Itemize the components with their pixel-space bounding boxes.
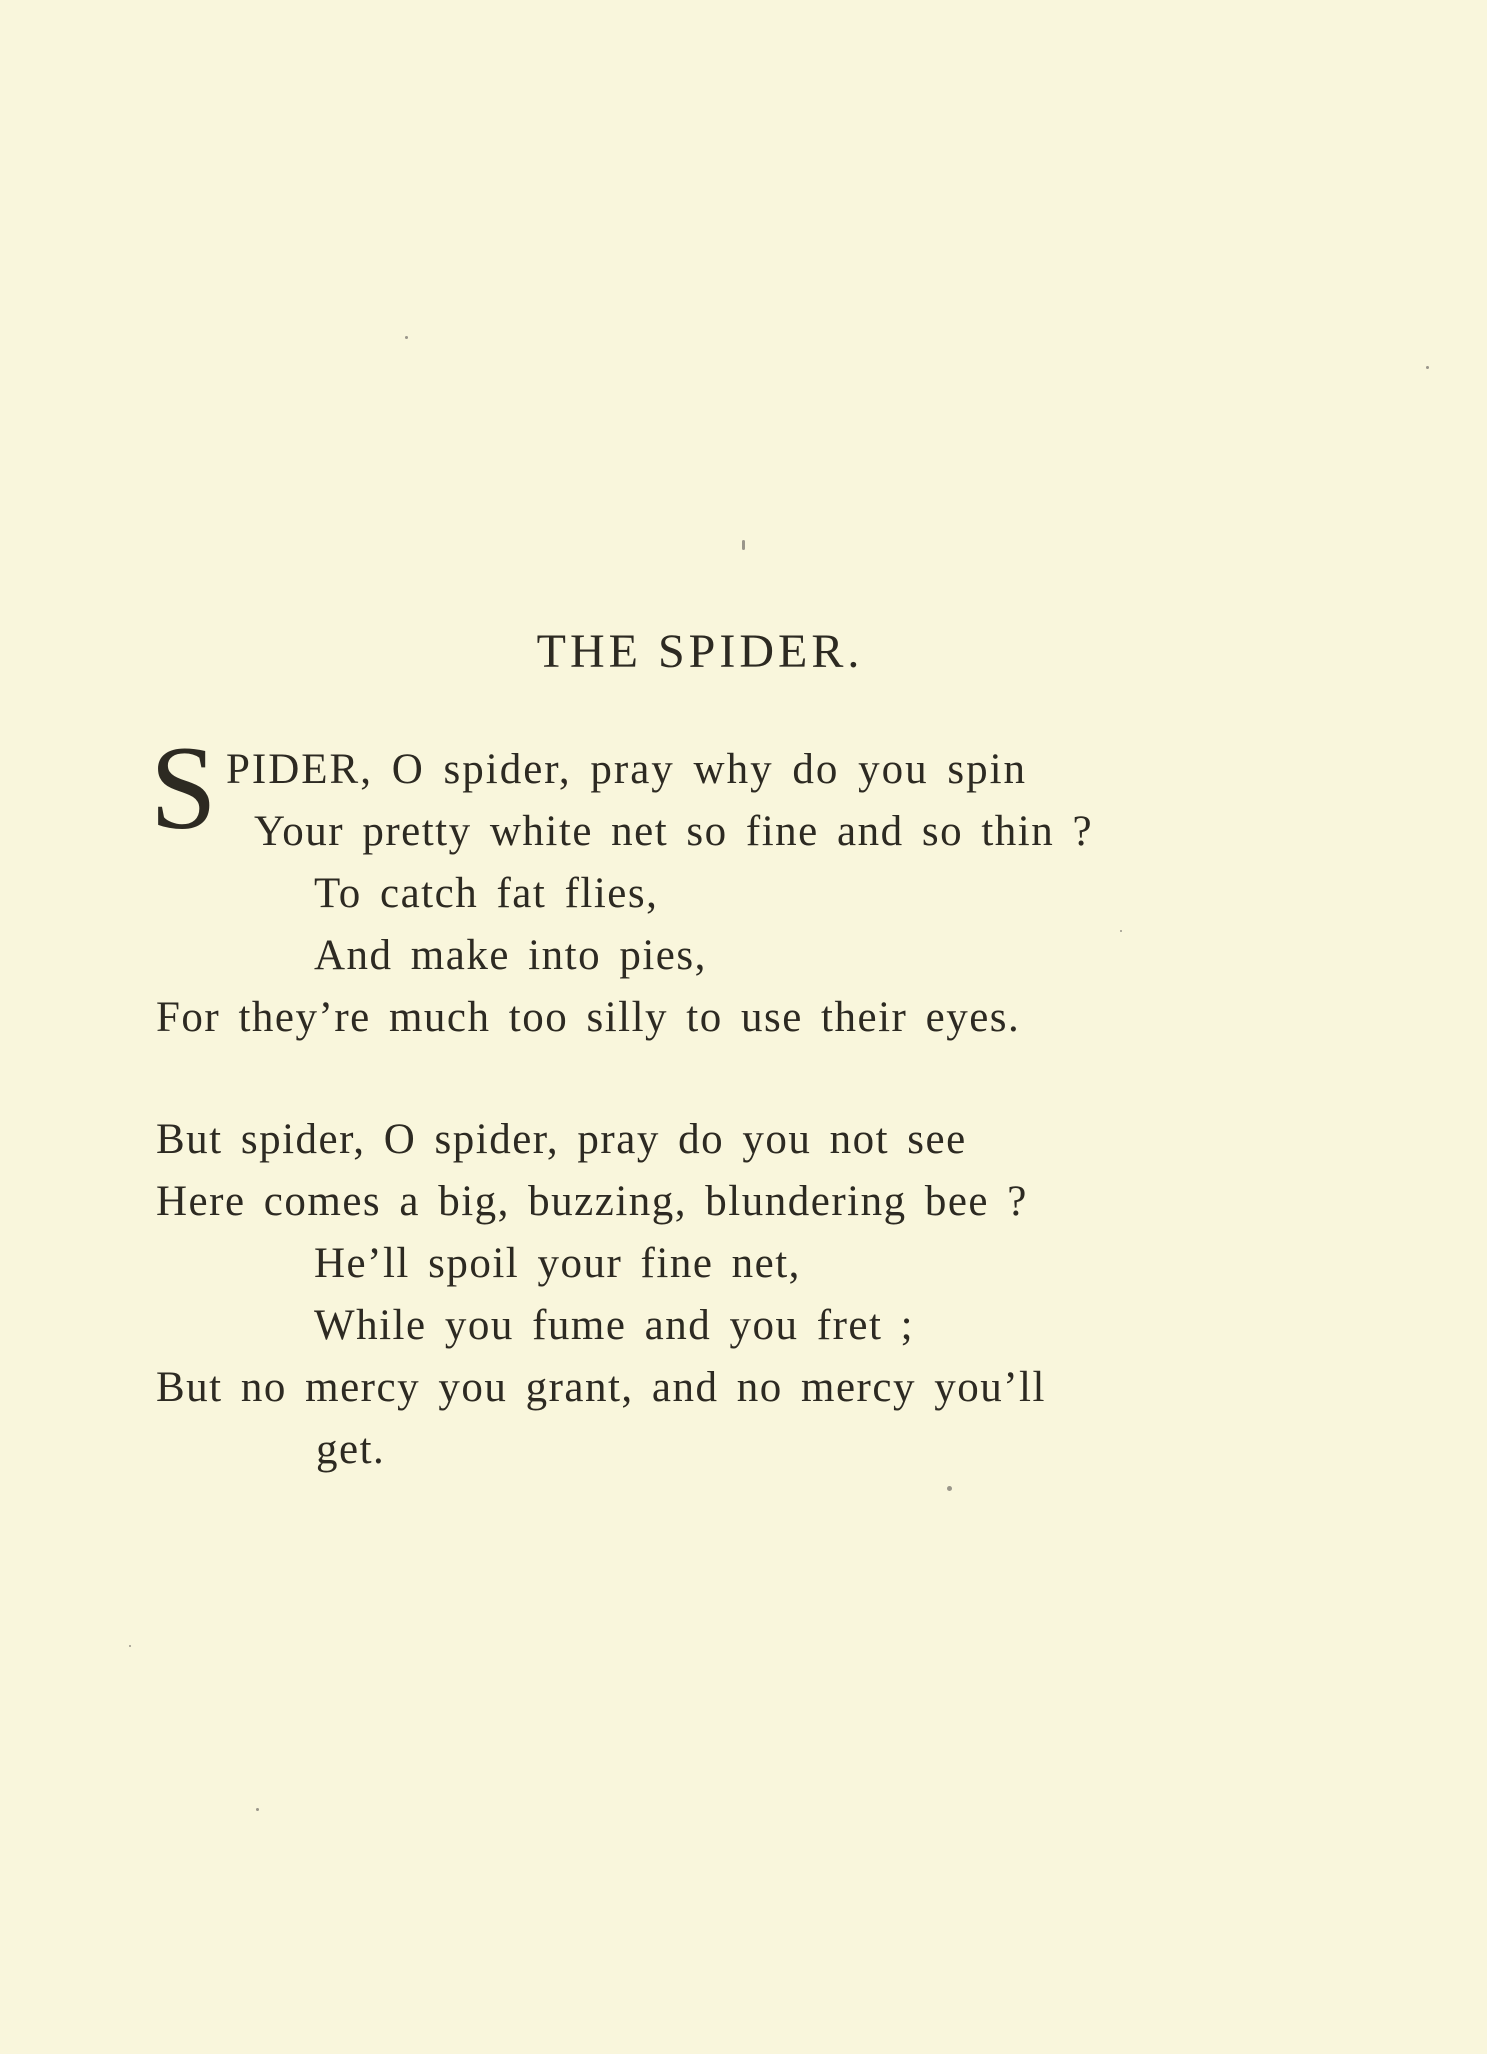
verse-line: get. bbox=[316, 1426, 386, 1473]
paper-speck bbox=[742, 540, 745, 550]
paper-speck bbox=[1120, 930, 1122, 932]
verse-line: Your pretty white net so fine and so thin ? bbox=[254, 808, 1094, 855]
paper-speck bbox=[947, 1486, 952, 1491]
verse-line: PIDER, O spider, pray why do you spin bbox=[226, 746, 1028, 793]
verse-line: But spider, O spider, pray do you not see bbox=[156, 1116, 967, 1163]
verse-line: He’ll spoil your fine net, bbox=[314, 1240, 801, 1287]
verse-line: And make into pies, bbox=[314, 932, 707, 979]
verse-line: To catch fat flies, bbox=[314, 870, 659, 917]
paper-speck bbox=[256, 1808, 259, 1811]
verse-line: Here comes a big, buzzing, blundering bee ? bbox=[156, 1178, 1028, 1225]
poem-title: THE SPIDER. bbox=[536, 625, 864, 678]
verse-line: While you fume and you fret ; bbox=[314, 1302, 915, 1349]
paper-speck bbox=[405, 336, 408, 339]
verse-line: For they’re much too silly to use their eyes. bbox=[156, 994, 1021, 1041]
verse-line: But no mercy you grant, and no mercy you’ll bbox=[156, 1364, 1046, 1411]
paper-speck bbox=[129, 1645, 131, 1647]
drop-cap: S bbox=[150, 721, 217, 854]
paper-speck bbox=[1426, 366, 1429, 369]
